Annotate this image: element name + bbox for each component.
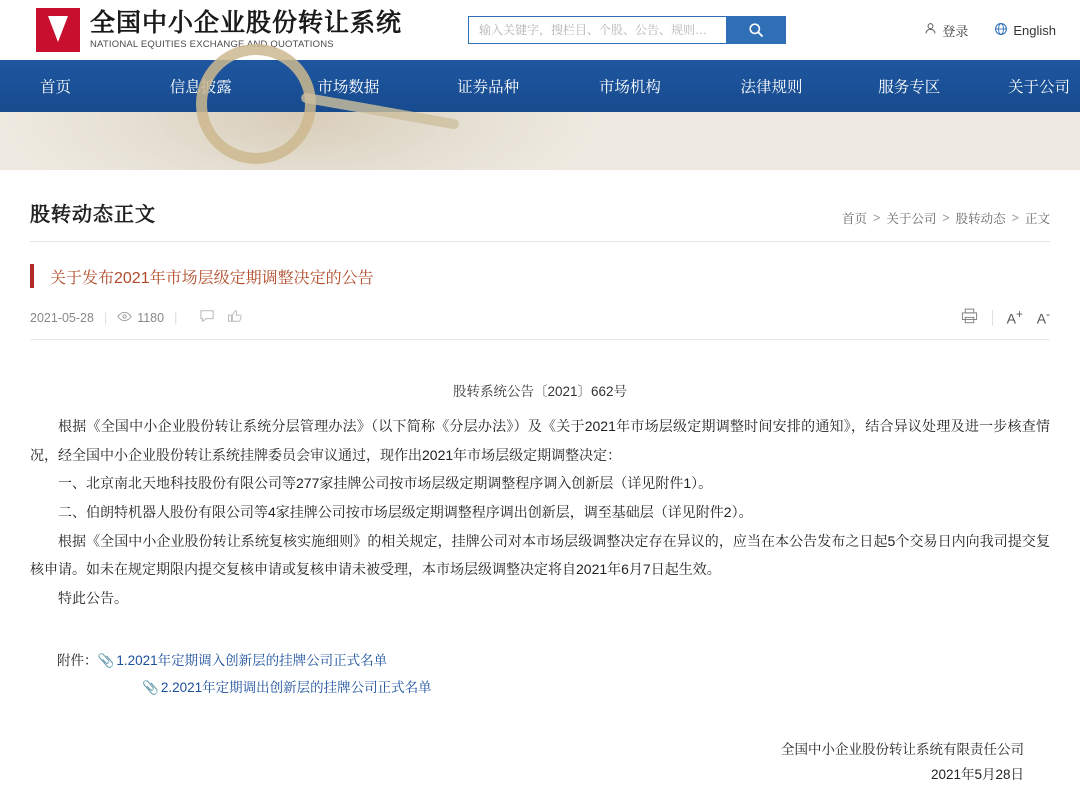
- breadcrumb-separator: >: [873, 211, 881, 225]
- printer-icon[interactable]: [961, 308, 978, 327]
- page-title-row: [30, 170, 1050, 242]
- font-decrease-sup: -: [1046, 308, 1050, 322]
- language-switch[interactable]: [994, 22, 1056, 39]
- font-increase-button[interactable]: [1007, 308, 1023, 327]
- globe-icon: [994, 22, 1008, 39]
- nav-item-rules[interactable]: 法律规则: [740, 79, 803, 96]
- article-paragraph-5: 特此公告。: [58, 590, 128, 607]
- article-paragraph-2: 一、北京南北天地科技股份有限公司等277家挂牌公司按市场层级定期调整程序调入创新层（详见附件1）。: [58, 475, 713, 492]
- article-views: [117, 311, 164, 325]
- logo-title-cn: 全国中小企业股份转让系统: [90, 8, 403, 37]
- site-logo[interactable]: [36, 8, 402, 52]
- meta-divider: |: [103, 310, 108, 325]
- article-meta: [30, 308, 1050, 340]
- language-label: English: [1013, 22, 1056, 38]
- attachments-label: 附件：: [57, 652, 98, 668]
- site-header: [0, 0, 1080, 60]
- tools-divider: [992, 310, 993, 326]
- eye-icon: [117, 311, 132, 325]
- breadcrumb-item-home[interactable]: 首页: [842, 212, 868, 226]
- font-increase-sup: +: [1015, 308, 1023, 322]
- banner-decoration-ring: [196, 44, 316, 164]
- nav-item-market-data[interactable]: 市场数据: [317, 79, 380, 96]
- breadcrumb-separator: >: [942, 211, 950, 225]
- page-content: [0, 170, 1080, 788]
- search-bar: [468, 16, 786, 44]
- meta-divider-2: |: [174, 310, 178, 325]
- nav-item-institutions[interactable]: 市场机构: [598, 79, 661, 96]
- paperclip-icon: 📎: [97, 652, 115, 668]
- page-banner: [0, 112, 1080, 170]
- attachment-link-2[interactable]: 2.2021年定期调出创新层的挂牌公司正式名单: [160, 679, 432, 695]
- main-nav: [0, 60, 1080, 112]
- article-signature: [30, 737, 1050, 788]
- page-title: 股转动态正文: [30, 204, 156, 226]
- signature-org: 全国中小企业股份转让系统有限责任公司: [781, 741, 1024, 757]
- attachment-row-1: [30, 647, 1050, 674]
- logo-title-en: NATIONAL EQUITIES EXCHANGE AND QUOTATIONS: [90, 39, 334, 51]
- article-paragraph-3: 二、伯朗特机器人股份有限公司等4家挂牌公司按市场层级定期调整程序调出创新层，调至基础层（详见附件2）。: [58, 504, 753, 521]
- attachment-row-2: [30, 674, 1050, 701]
- neeq-logo-icon: [36, 8, 80, 52]
- breadcrumb-item-about[interactable]: 关于公司: [886, 212, 937, 226]
- article-header: [30, 264, 1050, 288]
- search-input[interactable]: [468, 16, 726, 44]
- breadcrumb-separator: >: [1011, 211, 1019, 225]
- article-title: 关于发布2021年市场层级定期调整决定的公告: [50, 269, 374, 287]
- breadcrumb-item-current: 正文: [1024, 212, 1050, 226]
- document-number: 股转系统公告〔2021〕662号: [452, 384, 628, 399]
- attachments: [30, 647, 1050, 701]
- nav-item-disclosure[interactable]: 信息披露: [169, 79, 232, 96]
- article-date: 2021-05-28: [30, 310, 94, 325]
- nav-item-services[interactable]: 服务专区: [878, 79, 941, 96]
- nav-item-securities[interactable]: 证券品种: [457, 79, 520, 96]
- user-icon: [924, 22, 937, 38]
- like-icon[interactable]: [227, 309, 243, 326]
- font-decrease-label: A: [1036, 310, 1047, 327]
- article-tools: [961, 308, 1050, 327]
- signature-date: 2021年5月28日: [930, 767, 1024, 783]
- views-count: 1180: [137, 310, 165, 325]
- paperclip-icon: 📎: [142, 679, 159, 695]
- nav-item-about[interactable]: 关于公司: [1007, 79, 1070, 96]
- breadcrumb-item-news[interactable]: 股转动态: [955, 212, 1006, 226]
- nav-item-home[interactable]: 首页: [40, 79, 72, 96]
- article-social-icons: [199, 309, 243, 326]
- header-actions: [924, 21, 1056, 40]
- login-label: 登录: [942, 23, 969, 39]
- search-icon: [748, 22, 764, 38]
- font-increase-label: A: [1006, 310, 1016, 327]
- article-paragraph-1: 根据《全国中小企业股份转让系统分层管理办法》（以下简称《分层办法》）及《关于2021年市场层级定期调整时间安排的通知》，结合异议处理及进一步核查情况，经全国中小企业股份转让系统挂牌委员会审议通过，现作出2021年市场层级定期调整决定：: [30, 418, 1050, 463]
- comment-icon[interactable]: [199, 309, 215, 326]
- breadcrumb: [842, 209, 1050, 227]
- article-paragraph-4: 根据《全国中小企业股份转让系统复核实施细则》的相关规定，挂牌公司对本市场层级调整决定存在异议的，应当在本公告发布之日起5个交易日内向我司提交复核申请。如未在规定期限内提交复核申请或复核申请未被受理，本市场层级调整决定将自2021年6月7日起生效。: [30, 532, 1050, 578]
- search-button[interactable]: [726, 16, 786, 44]
- login-button[interactable]: [924, 21, 968, 40]
- attachment-link-1[interactable]: 1.2021年定期调入创新层的挂牌公司正式名单: [116, 652, 388, 668]
- font-decrease-button[interactable]: [1037, 308, 1050, 327]
